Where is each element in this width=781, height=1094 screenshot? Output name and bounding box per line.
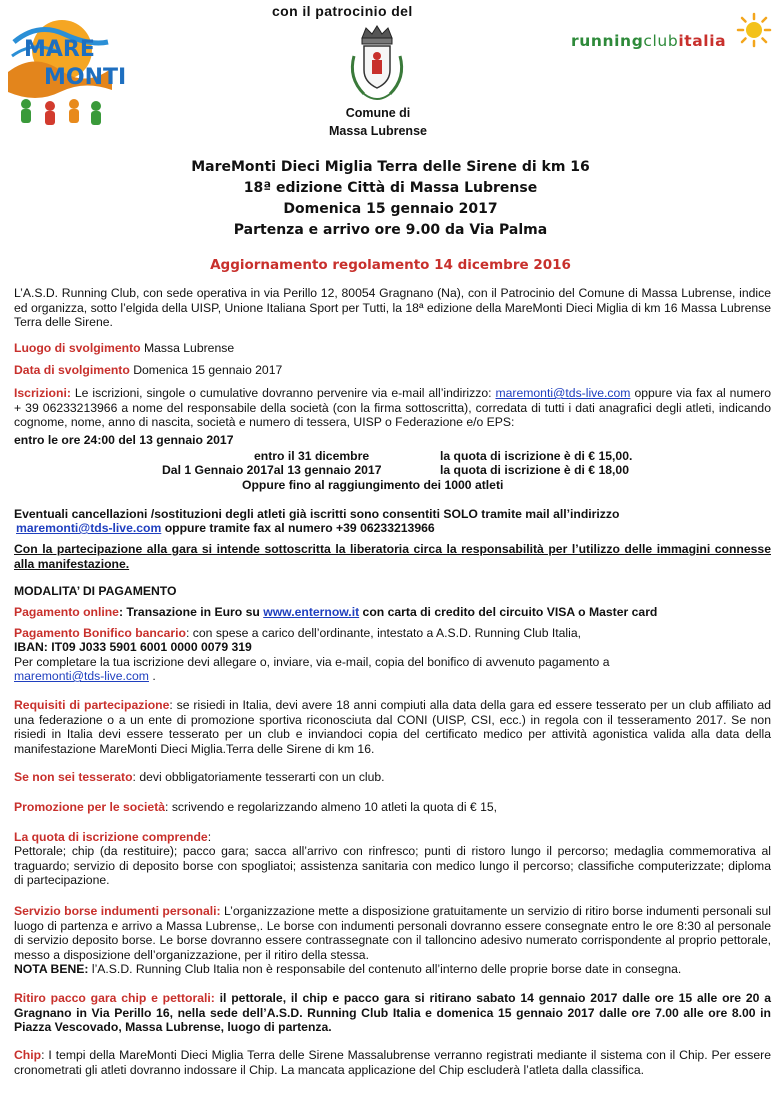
sun-icon [736, 12, 772, 48]
title-line1: MareMonti Dieci Miglia Terra delle Sirene di km 16 [191, 159, 590, 175]
promozione-text: : scrivendo e regolarizzando almeno 10 atleti la quota di € 15, [165, 800, 498, 814]
bonifico-email-link[interactable]: maremonti@tds-live.com [14, 669, 149, 683]
patronage-text: con il patrocinio del [272, 3, 413, 19]
iscrizioni-text1: Le iscrizioni, singole o cumulative dovranno pervenire via e-mail all’indirizzo: [70, 386, 496, 400]
chip-paragraph [14, 1048, 771, 1077]
logo-monti-text: MONTI [44, 65, 127, 90]
logo-italia-text: italia [678, 32, 727, 50]
quota-row1-right: la quota di iscrizione è di € 15,00. [440, 449, 633, 463]
pagamento-online-text2: con carta di credito del circuito VISA o Master card [359, 605, 658, 619]
logo-mare-text: MARE [24, 37, 95, 62]
requisiti-text: : se risiedi in Italia, devi avere 18 anni compiuti alla data della gara ed essere tesserato per un club affiliato ad una federazione o a un ente di promozione sportiva riconosciuta dal CONI (UISP, CSI, ecc.) in regola con il tesseramento 2017. Se non risiedi in Italia devi essere tesserato per un club e inviandoci copia del certificato medico per attività agonistica valida alla data della manifestazione MareMonti Dieci Miglia.Terra delle Sirene di km 16. [14, 698, 772, 756]
title-line4: Partenza e arrivo ore 9.00 da Via Palma [233, 222, 548, 238]
borse-text: L’organizzazione mette a disposizione gratuitamente un servizio di ritiro borse indumenti personali sul luogo di partenza e arrivo a Massa Lubrense,. Le borse con indumenti personali dovranno essere consegnate entro le ore 8:30 al personale di servizio deposito borse. Le borse dovranno essere contrassegnate con il talloncino adesivo numerato corrispondente al proprio pettorale, messo a disposizione dell’organizzazione, per il ritiro della stessa. [14, 904, 771, 962]
non-tesserato-text: : devi obbligatoriamente tesserarti con un club. [132, 770, 385, 784]
borse-label: Servizio borse indumenti personali: [14, 904, 221, 918]
luogo-label: Luogo di svolgimento [14, 341, 141, 355]
cancellazioni-email-link[interactable]: maremonti@tds-live.com [16, 521, 162, 535]
pagamento-heading: MODALITA’ DI PAGAMENTO [14, 584, 177, 598]
quota-comprende-text: Pettorale; chip (da restituire); pacco gara; sacca all’arrivo con rinfresco; punti di ristoro lungo il percorso; medaglia commemorativa al traguardo; servizio di deposito borse con spogliatoi; assistenza sanitaria con medico lungo il percorso; classifiche computerizzate; diploma di partecipazione. [14, 844, 771, 888]
nota-bene-label: NOTA BENE: [14, 962, 89, 976]
chip-text: : I tempi della MareMonti Dieci Miglia Terra delle Sirene Massalubrense verranno registrati mediante il sistema con il Chip. Per essere cronometrati gli atleti dovranno indossare il Chip. La mancata applicazione del Chip escluderà l’atleta dalla classifica. [14, 1048, 771, 1077]
maremonti-logo-icon [4, 12, 127, 130]
pagamento-online-label: Pagamento online [14, 605, 119, 619]
comune-line1: Comune di [345, 106, 411, 120]
bonifico-email-line [14, 669, 156, 684]
title-line2: 18ª edizione Città di Massa Lubrense [243, 180, 538, 196]
quota-comprende-heading [14, 830, 771, 845]
luogo-value: Massa Lubrense [140, 341, 235, 355]
chip-label: Chip [14, 1048, 42, 1062]
iscrizioni-deadline: entro le ore 24:00 del 13 gennaio 2017 [14, 433, 234, 447]
quota-row2-left: Dal 1 Gennaio 2017al 13 gennaio 2017 [162, 463, 382, 477]
runningclubitalia-logo [571, 34, 726, 49]
promozione-line [14, 800, 771, 815]
pagamento-online [14, 605, 771, 620]
data-line [14, 363, 771, 378]
iscrizioni-email-link[interactable]: maremonti@tds-live.com [495, 386, 631, 400]
borse-paragraph [14, 904, 771, 962]
ritiro-text: il pettorale, il chip e pacco gara si ritirano sabato 14 gennaio 2017 dalle ore 15 alle ore 20 a Gragnano in Via Perillo 16, nella sede dell’A.S.D. Running Club Italia e domenica 15 gennaio 2017 dalle ore 7.00 alle ore 8.00 in Piazza Vescovado, Massa Lubrense, luogo di partenza. [14, 991, 772, 1035]
iscrizioni-paragraph [14, 386, 771, 430]
quota-row3: Oppure fino al raggiungimento dei 1000 atleti [242, 478, 504, 492]
iscrizioni-text2: oppure via fax al numero + 39 06233213966 a nome del responsabile della società (con la firma sottoscritta), corredata di tutti i dati anagrafici degli atleti, indicando cognome, nome, anno di nascita, società e numero di tessera, UISP o Federazione e/o EPS: [14, 386, 771, 430]
coat-of-arms-icon [344, 26, 410, 106]
nota-bene-line [14, 962, 771, 977]
non-tesserato-line [14, 770, 771, 785]
liberatoria-text: Con la partecipazione alla gara si intende sottoscritta la liberatoria circa la responsabilità per l’utilizzo delle immagini connesse alla manifestazione. [14, 542, 771, 571]
quota-row2-right: la quota di iscrizione è di € 18,00 [440, 463, 629, 477]
luogo-line [14, 341, 771, 356]
ritiro-label: Ritiro pacco gara chip e pettorali: [14, 991, 215, 1005]
quota-label: La quota di iscrizione comprende [14, 830, 208, 844]
intro-paragraph: L’A.S.D. Running Club, con sede operativa in via Perillo 12, 80054 Gragnano (Na), con il Patrocinio del Comune di Massa Lubrense, indice ed organizza, sotto l’elgida della UISP, Unione Italiana Sport per Tutti, la 18ª edizione della MareMonti Dieci Miglia di km 16 Massa Lubrense Terra delle Sirene. [14, 286, 771, 330]
quota-colon: : [207, 830, 212, 844]
update-title: Aggiornamento regolamento 14 dicembre 2016 [210, 257, 571, 273]
title-line3: Domenica 15 gennaio 2017 [283, 201, 498, 217]
ritiro-paragraph [14, 991, 771, 1035]
nota-bene-text: l’A.S.D. Running Club Italia non è responsabile del contenuto all’interno delle proprie borse date in consegna. [88, 962, 682, 976]
quota-row1-left: entro il 31 dicembre [254, 449, 370, 463]
comune-crest [344, 26, 410, 106]
iban-text: IBAN: IT09 J033 5901 6001 0000 0079 319 [14, 640, 252, 654]
bonifico-end: . [148, 669, 156, 683]
cancellazioni-text: Eventuali cancellazioni /sostituzioni degli atleti già iscritti sono consentiti SOLO tramite mail all’indirizzo [14, 507, 620, 521]
promozione-label: Promozione per le società [14, 800, 166, 814]
data-value: Domenica 15 gennaio 2017 [129, 363, 283, 377]
logo-club-text: club [643, 32, 679, 50]
iscrizioni-label: Iscrizioni: [14, 386, 71, 400]
data-label: Data di svolgimento [14, 363, 130, 377]
bonifico-label: Pagamento Bonifico bancario [14, 626, 187, 640]
cancellazioni-line2 [16, 521, 773, 536]
requisiti-label: Requisiti di partecipazione [14, 698, 170, 712]
enternow-link[interactable]: www.enternow.it [263, 605, 360, 619]
cancellazioni-fax: oppure tramite fax al numero +39 06233213966 [161, 521, 435, 535]
pagamento-online-text1: : Transazione in Euro su [118, 605, 264, 619]
comune-line2: Massa Lubrense [329, 124, 427, 138]
logo-running-text: running [571, 32, 644, 50]
non-tesserato-label: Se non sei tesserato [14, 770, 133, 784]
requisiti-paragraph [14, 698, 771, 756]
pagamento-bonifico [14, 626, 771, 641]
bonifico-note: Per completare la tua iscrizione devi allegare o, inviare, via e-mail, copia del bonifico di avvenuto pagamento a [14, 655, 610, 669]
maremonti-logo [4, 12, 127, 130]
bonifico-text: : con spese a carico dell’ordinante, intestato a A.S.D. Running Club Italia, [186, 626, 581, 640]
